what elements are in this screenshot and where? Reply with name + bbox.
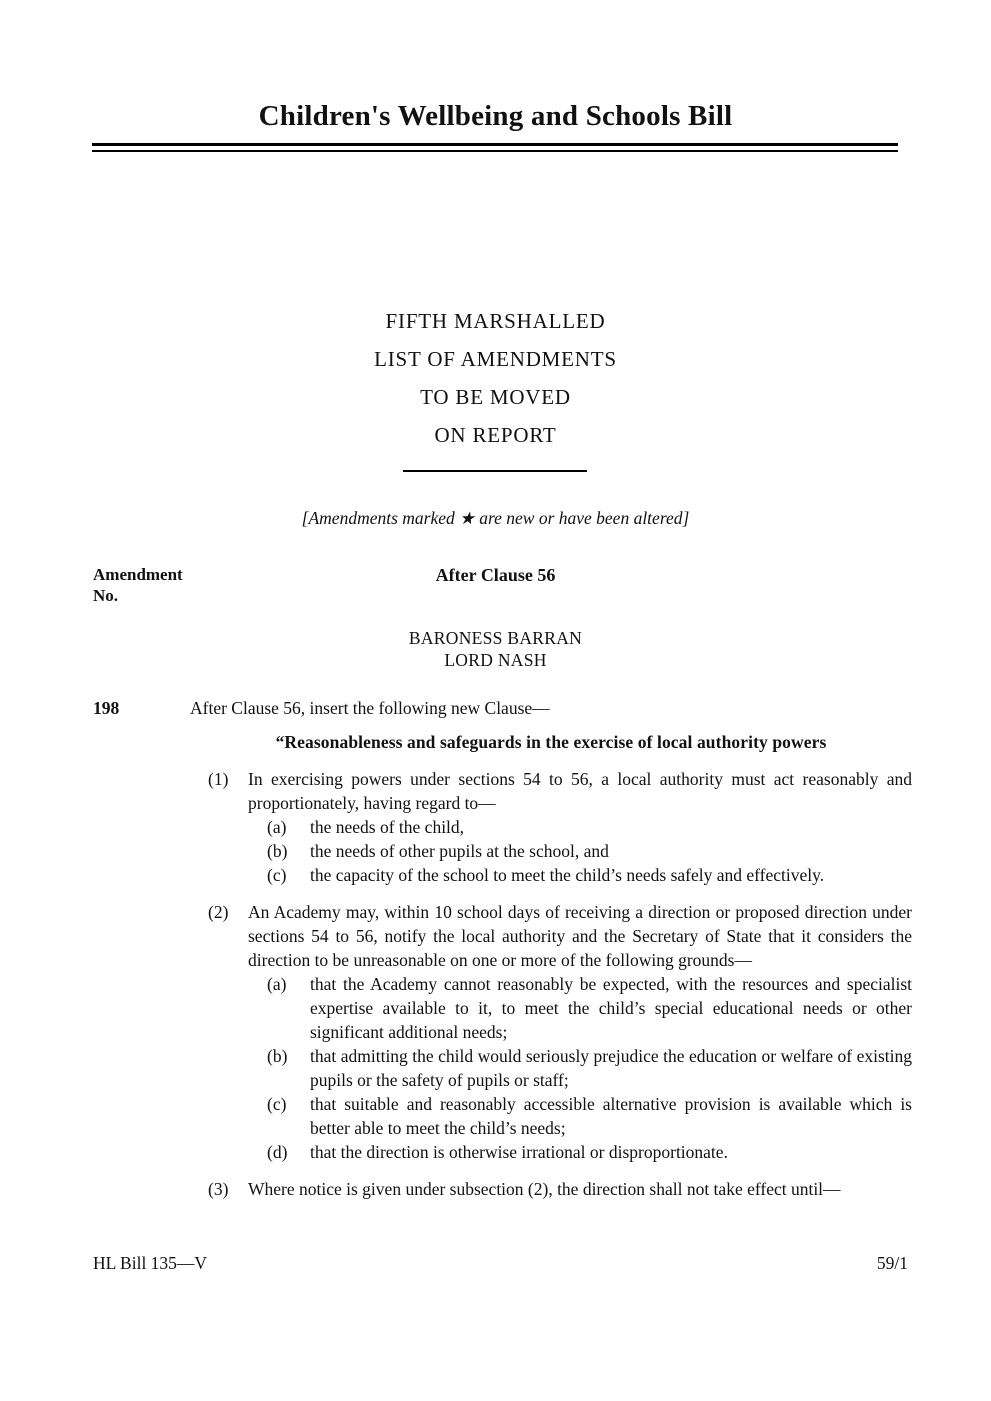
paragraph-d: [267, 1140, 912, 1164]
sponsor-list: [0, 627, 991, 671]
subsection-text: Where notice is given under subsection (2), the direction shall not take effect until—: [248, 1179, 841, 1199]
paragraph-text: that admitting the child would seriously prejudice the education or welfare of existing pupils or the safety of pupils or staff;: [310, 1046, 912, 1090]
subsection-3: [208, 1177, 912, 1201]
page-code: 59/1: [876, 1253, 908, 1273]
paragraph-number: (b): [267, 1046, 288, 1066]
title-double-rule: [92, 143, 898, 152]
paragraph-text: the needs of other pupils at the school, and: [310, 841, 609, 861]
page-footer: [93, 1253, 908, 1274]
paragraph-b: [267, 1044, 912, 1092]
page-title: Children's Wellbeing and Schools Bill: [258, 100, 733, 132]
paragraph-c: [267, 863, 912, 887]
subsection-number: (1): [208, 769, 229, 789]
paragraph-a: [267, 815, 912, 839]
paragraph-text: that the Academy cannot reasonably be expected, with the resources and specialist expertise available to it, to meet the child’s special educational needs or other significant additional needs;: [310, 974, 912, 1042]
new-clause-title: “Reasonableness and safeguards in the exercise of local authority powers: [275, 732, 827, 752]
paragraph-text: the needs of the child,: [310, 817, 465, 837]
column-header-line-1: Amendment: [93, 565, 183, 584]
paragraph-text: that suitable and reasonably accessible alternative provision is available which is better able to meet the child’s needs;: [310, 1094, 912, 1138]
paragraph-c: [267, 1092, 912, 1140]
paragraph-number: (a): [267, 817, 287, 837]
subsection-number: (3): [208, 1179, 229, 1199]
paragraph-number: (c): [267, 865, 287, 885]
amendment-body: [190, 696, 912, 1201]
amendments-marked-note: [Amendments marked ★ are new or have been altered]: [301, 508, 690, 528]
paragraph-b: [267, 839, 912, 863]
paragraph-text: that the direction is otherwise irrational or disproportionate.: [310, 1142, 728, 1162]
amendment-number: 198: [93, 698, 120, 718]
marshalled-line-4: ON REPORT: [434, 423, 557, 447]
amendment-instruction: After Clause 56, insert the following new Clause—: [190, 698, 550, 718]
subsection-1: [208, 767, 912, 887]
amendment-198: [93, 696, 912, 1201]
marshalled-line-3: TO BE MOVED: [420, 385, 571, 409]
paragraph-number: (d): [267, 1142, 288, 1162]
subsection-text: An Academy may, within 10 school days of receiving a direction or proposed direction under sections 54 to 56, notify the local authority and the Secretary of State that it considers the direction to be unreasonable on one or more of the following grounds—: [248, 902, 912, 970]
bill-reference: HL Bill 135—V: [93, 1253, 208, 1273]
place-heading: After Clause 56: [435, 565, 556, 585]
sponsor-name: BARONESS BARRAN: [408, 628, 583, 648]
subsection-text: In exercising powers under sections 54 to 56, a local authority must act reasonably and proportionately, having regard to—: [248, 769, 912, 813]
paragraph-number: (c): [267, 1094, 287, 1114]
paragraph-number: (a): [267, 974, 287, 994]
subsection-2: [208, 900, 912, 1164]
marshalled-line-1: FIFTH MARSHALLED: [385, 309, 606, 333]
subsection-number: (2): [208, 902, 229, 922]
paragraph-text: the capacity of the school to meet the child’s needs safely and effectively.: [310, 865, 825, 885]
separator-rule: [403, 470, 587, 472]
paragraph-a: [267, 972, 912, 1044]
sponsor-name: LORD NASH: [444, 650, 547, 670]
column-header-line-2: No.: [93, 586, 119, 605]
paragraph-number: (b): [267, 841, 288, 861]
marshalled-list-heading: [0, 302, 991, 454]
marshalled-line-2: LIST OF AMENDMENTS: [374, 347, 617, 371]
